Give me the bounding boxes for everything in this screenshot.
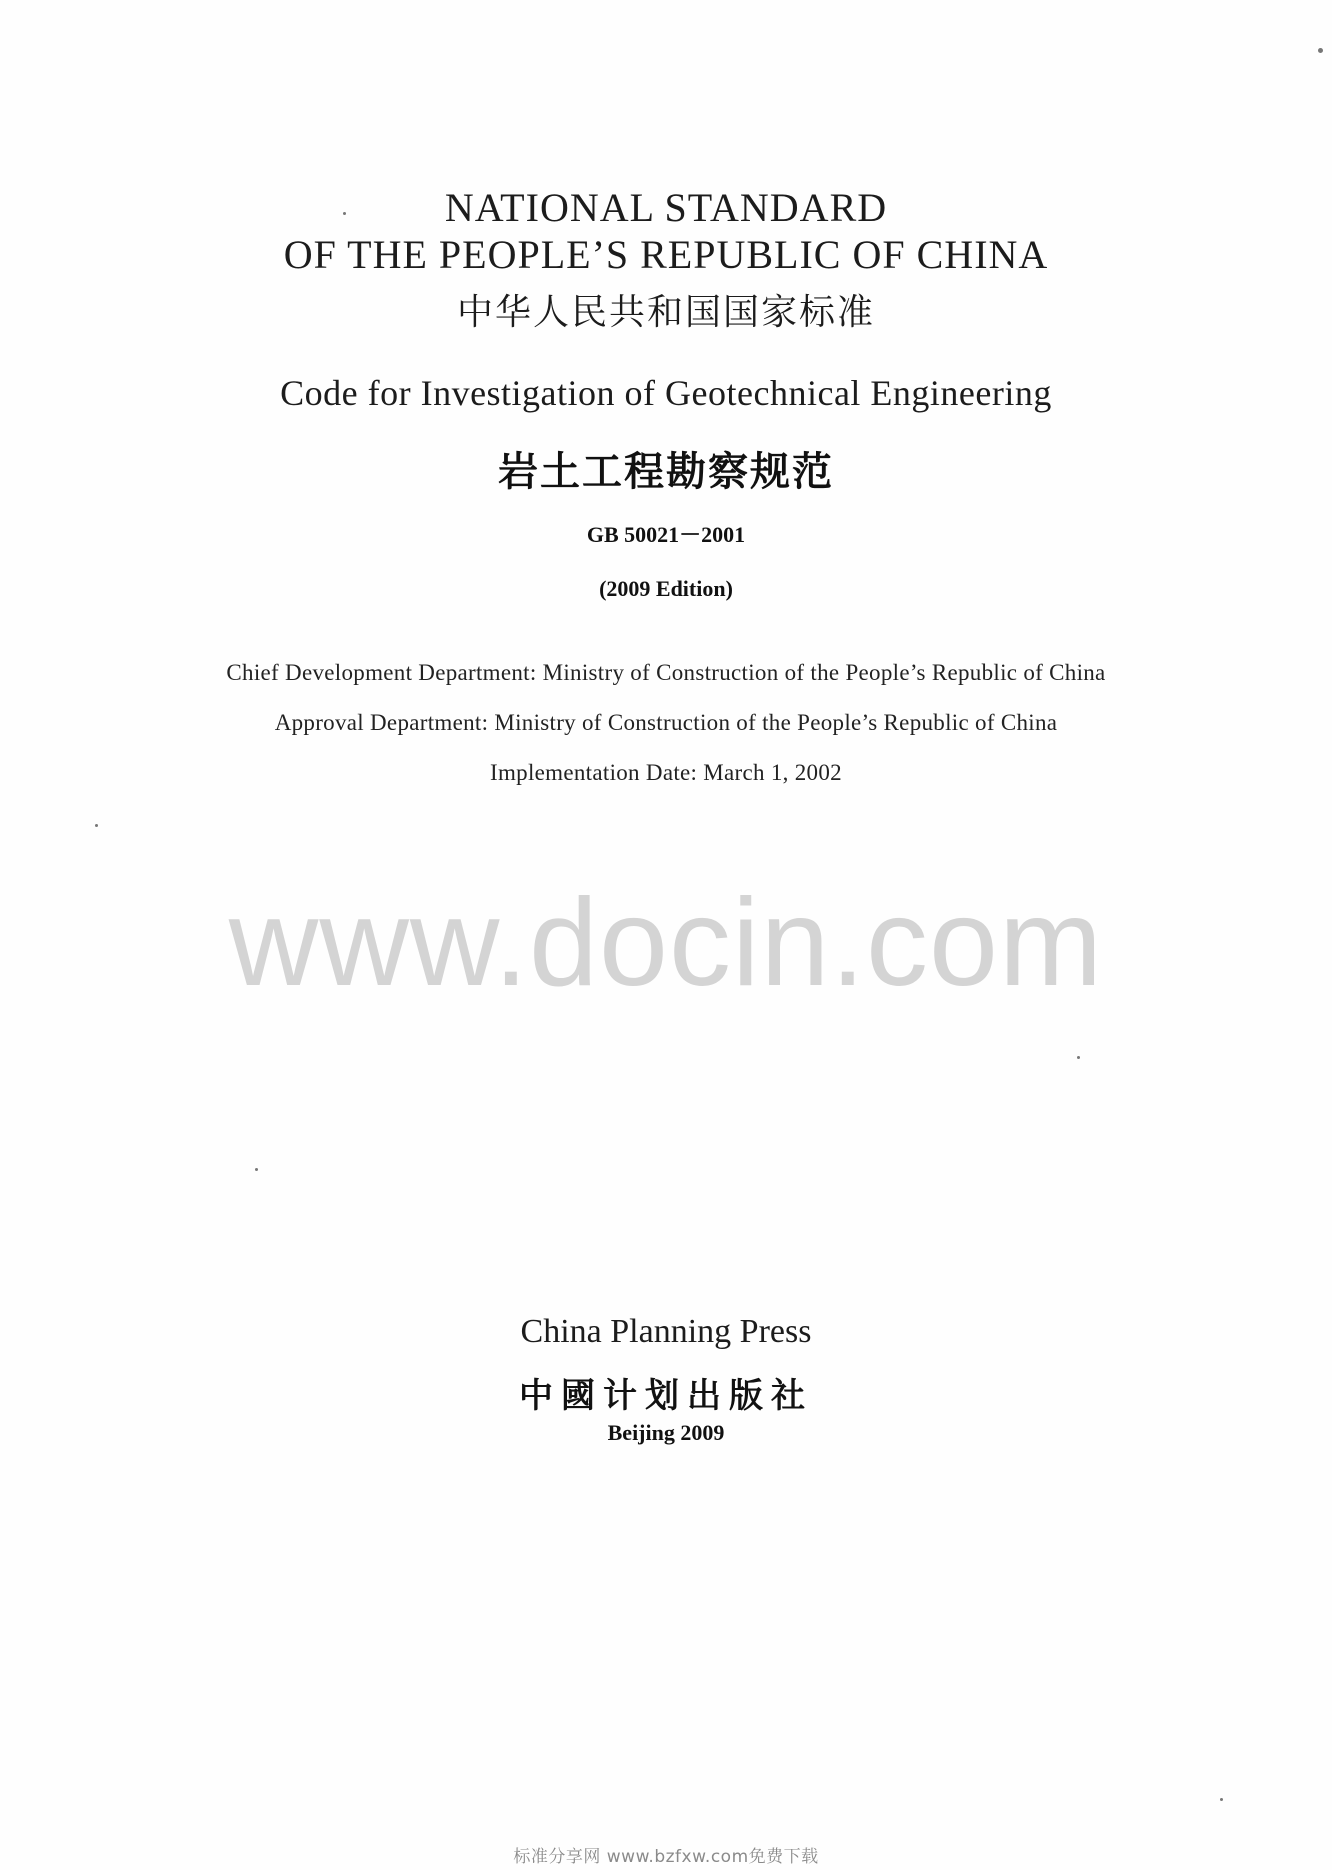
header-line-chinese: 中华人民共和国国家标准 [456, 292, 875, 333]
footer-download-note: 标准分享网 www.bzfxw.com免费下载 [513, 1847, 819, 1867]
scan-speck [1077, 1056, 1080, 1059]
english-title: Code for Investigation of Geotechnical Engineering [280, 373, 1052, 413]
implementation-date: Implementation Date: March 1, 2002 [490, 760, 842, 785]
scan-speck [343, 212, 346, 215]
publisher-place-year: Beijing 2009 [607, 1420, 725, 1445]
chief-department: Chief Development Department: Ministry of Construction of the People’s Republic of China [226, 660, 1106, 685]
approval-department: Approval Department: Ministry of Construction of the People’s Republic of China [274, 710, 1058, 735]
chinese-title: 岩土工程勘察规范 [498, 449, 834, 495]
edition: (2009 Edition) [599, 576, 733, 601]
publisher-english: China Planning Press [520, 1313, 812, 1350]
header-line-2: OF THE PEOPLE’S REPUBLIC OF CHINA [283, 232, 1049, 277]
standard-number: GB 50021－2001 [586, 522, 746, 547]
scan-speck [1220, 1798, 1223, 1801]
scan-speck [95, 824, 98, 827]
watermark: www.docin.com [228, 874, 1104, 1012]
header-line-1: NATIONAL STANDARD [444, 185, 888, 230]
scan-speck [255, 1168, 258, 1171]
scan-speck [1318, 48, 1323, 53]
publisher-chinese: 中國计划出版社 [519, 1376, 813, 1416]
